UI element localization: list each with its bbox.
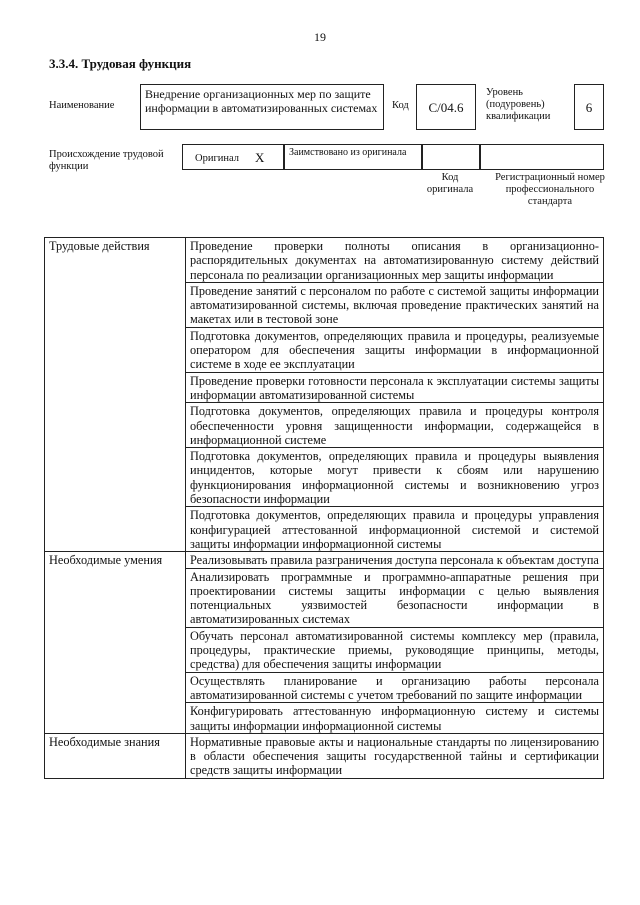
function-name: Внедрение организационных мер по защите информации в автоматизированных системах bbox=[140, 84, 384, 130]
description-cell: Проведение проверки полноты описания в организационно-распорядительных документах на автоматизированную систему действий персонала по реализации организационных мер защиты информации bbox=[186, 238, 604, 283]
description-cell: Анализировать программные и программно-аппаратные решения при проектировании системы защиты информации с целью выявления потенциальных уязвимостей безопасности информации в автоматизированных системах bbox=[186, 568, 604, 627]
description-cell: Проведение занятий с персоналом по работе с системой защиты информации автоматизированной системы, включая проведение практических занятий на макетах или в тестовой зоне bbox=[186, 282, 604, 327]
table-row bbox=[45, 733, 604, 778]
name-label: Наименование bbox=[49, 100, 115, 111]
origin-code-cell bbox=[422, 144, 480, 170]
function-table bbox=[44, 237, 604, 779]
reg-number-caption: Регистрационный номер профессионального стандарта bbox=[495, 172, 605, 207]
origin-label: Происхождение трудовой функции bbox=[49, 149, 164, 172]
description-cell: Реализовывать правила разграничения доступа персонала к объектам доступа bbox=[186, 552, 604, 568]
function-code: C/04.6 bbox=[416, 84, 476, 130]
original-mark: X bbox=[255, 150, 265, 165]
category-cell: Трудовые действия bbox=[45, 238, 186, 552]
description-cell: Подготовка документов, определяющих правила и процедуры выявления инцидентов, которые могут привести к сбоям или нарушению функционирования информационной системы и возникновению угроз безопасности информации bbox=[186, 448, 604, 507]
section-title: 3.3.4. Трудовая функция bbox=[49, 56, 192, 71]
borrowed-label: Заимствовано из оригинала bbox=[289, 147, 407, 158]
description-cell: Обучать персонал автоматизированной системы комплексу мер (правила, процедуры, практические приемы, руководящие принципы, методы, средства) для обеспечения защиты информации bbox=[186, 627, 604, 672]
description-cell: Подготовка документов, определяющих правила и процедуры управления конфигурацией аттестованной информационной системой и системой защиты информации информационной системы bbox=[186, 507, 604, 552]
description-cell: Подготовка документов, определяющих правила и процедуры, реализуемые оператором для обеспечения защиты информации в информационной системе в ходе ее эксплуатации bbox=[186, 327, 604, 372]
category-cell: Необходимые умения bbox=[45, 552, 186, 734]
description-cell: Осуществлять планирование и организацию работы персонала автоматизированной системы с учетом требований по защите информации bbox=[186, 672, 604, 703]
description-cell: Подготовка документов, определяющих правила и процедуры контроля обеспеченности уровня защищенности информации, содержащейся в информационной системе bbox=[186, 403, 604, 448]
description-cell: Проведение проверки готовности персонала к эксплуатации системы защиты информации автоматизированной системы bbox=[186, 372, 604, 403]
original-cell bbox=[182, 144, 284, 170]
table-row bbox=[45, 552, 604, 568]
category-cell: Необходимые знания bbox=[45, 733, 186, 778]
borrowed-cell bbox=[284, 144, 422, 170]
origin-row bbox=[182, 144, 604, 170]
description-cell: Конфигурировать аттестованную информационную систему и системы защиты информации информационной системы bbox=[186, 703, 604, 734]
reg-number-cell bbox=[480, 144, 604, 170]
qualification-level-label: Уровень (подуровень) квалификации bbox=[486, 87, 551, 122]
table-row bbox=[45, 238, 604, 283]
code-label: Код bbox=[392, 100, 409, 111]
code-origin-caption: Код оригинала bbox=[426, 172, 474, 195]
description-cell: Нормативные правовые акты и национальные стандарты по лицензированию в области обеспечения защиты государственной тайны и сертификации средств защиты информации bbox=[186, 733, 604, 778]
original-label: Оригинал bbox=[195, 153, 239, 164]
qualification-level: 6 bbox=[574, 84, 604, 130]
page-number: 19 bbox=[314, 30, 326, 44]
